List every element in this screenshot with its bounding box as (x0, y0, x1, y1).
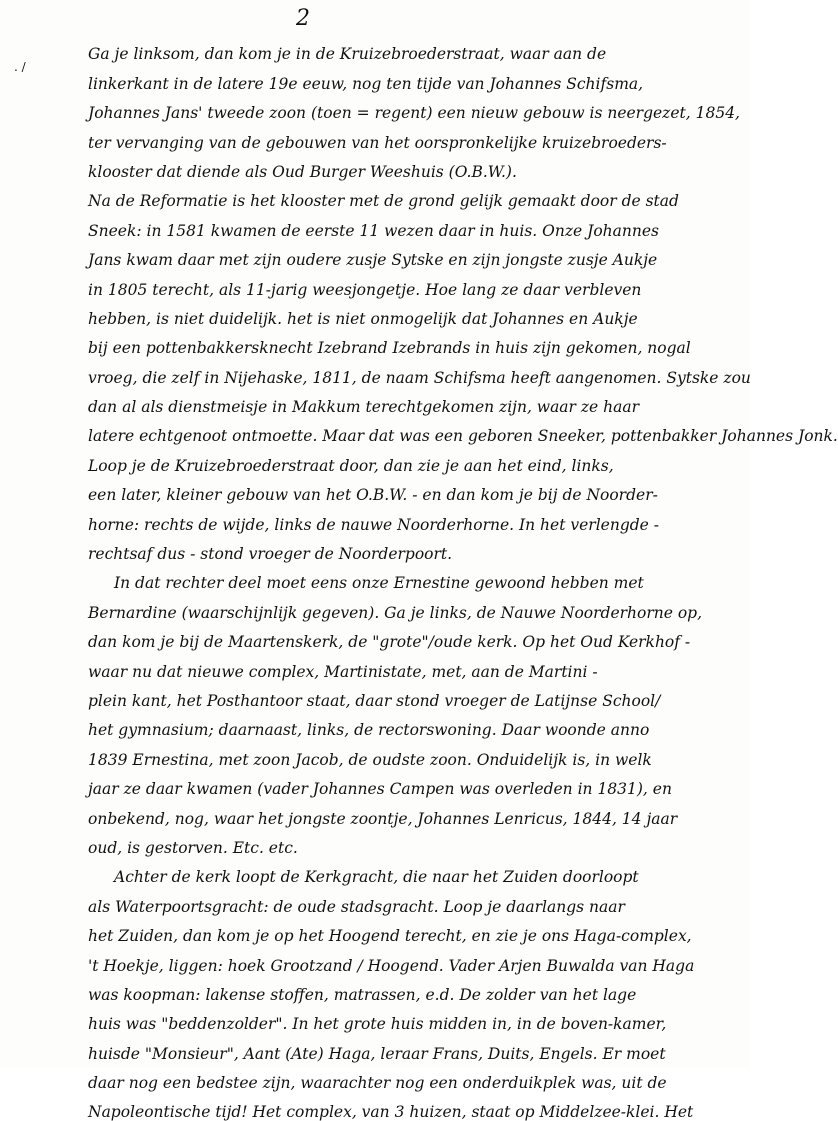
text-line: bij een pottenbakkersknecht Izebrand Izebrands in huis zijn gekomen, nogal (88, 339, 691, 358)
text-line: ter vervanging van de gebouwen van het oorspronkelijke kruizebroeders- (88, 133, 667, 152)
text-line: klooster dat diende als Oud Burger Weeshuis (O.B.W.). (88, 162, 517, 181)
text-line: 't Hoekje, liggen: hoek Grootzand / Hoogend. Vader Arjen Buwalda van Haga (88, 956, 695, 975)
text-line: linkerkant in de latere 19e eeuw, nog ten tijde van Johannes Schifsma, (88, 74, 644, 93)
text-line: het gymnasium; daarnaast, links, de rectorswoning. Daar woonde anno (88, 721, 650, 740)
text-line: In dat rechter deel moet eens onze Ernestine gewoond hebben met (114, 574, 644, 593)
text-line: latere echtgenoot ontmoette. Maar dat was een geboren Sneeker, pottenbakker Johannes Jonk. (88, 427, 838, 446)
text-line: een later, kleiner gebouw van het O.B.W. - en dan kom je bij de Noorder- (88, 486, 658, 505)
text-line: Napoleontische tijd! Het complex, van 3 huizen, staat op Middelzee-klei. Het (88, 1103, 694, 1121)
text-line: Ga je linksom, dan kom je in de Kruizebroederstraat, waar aan de (88, 45, 607, 64)
text-line: Achter de kerk loopt de Kerkgracht, die naar het Zuiden doorloopt (114, 868, 639, 887)
text-line: Na de Reformatie is het klooster met de grond gelijk gemaakt door de stad (88, 192, 679, 211)
text-line: onbekend, nog, waar het jongste zoontje, Johannes Lenricus, 1844, 14 jaar (88, 809, 678, 828)
text-line: huis was "beddenzolder". In het grote huis midden in, in de boven-kamer, (88, 1015, 667, 1034)
text-line: dan kom je bij de Maartenskerk, de "grote"/oude kerk. Op het Oud Kerkhof - (88, 633, 691, 652)
text-line: daar nog een bedstee zijn, waarachter nog een onderduikplek was, uit de (88, 1074, 667, 1093)
text-line: rechtsaf dus - stond vroeger de Noorderpoort. (88, 545, 453, 564)
handwritten-text-body (88, 34, 838, 1121)
text-line: waar nu dat nieuwe complex, Martinistate, met, aan de Martini - (88, 662, 598, 681)
text-line: in 1805 terecht, als 11-jarig weesjongetje. Hoe lang ze daar verbleven (88, 280, 642, 299)
text-line: het Zuiden, dan kom je op het Hoogend terecht, en zie je ons Haga-complex, (88, 927, 692, 946)
text-line: als Waterpoortsgracht: de oude stadsgracht. Loop je daarlangs naar (88, 897, 625, 916)
text-line: Jans kwam daar met zijn oudere zusje Sytske en zijn jongste zusje Aukje (88, 251, 658, 270)
text-line: huisde "Monsieur", Aant (Ate) Haga, leraar Frans, Duits, Engels. Er moet (88, 1044, 666, 1063)
text-line: Sneek: in 1581 kwamen de eerste 11 wezen daar in huis. Onze Johannes (88, 221, 659, 240)
text-line: vroeg, die zelf in Nijehaske, 1811, de naam Schifsma heeft aangenomen. Sytske zou (88, 368, 751, 387)
text-line: oud, is gestorven. Etc. etc. (88, 838, 298, 857)
text-line: Bernardine (waarschijnlijk gegeven). Ga je links, de Nauwe Noorderhorne op, (88, 603, 703, 622)
text-line: Loop je de Kruizebroederstraat door, dan zie je aan het eind, links, (88, 456, 614, 475)
text-line: hebben, is niet duidelijk. het is niet onmogelijk dat Johannes en Aukje (88, 309, 638, 328)
text-line: was koopman: lakense stoffen, matrassen, e.d. De zolder van het lage (88, 985, 637, 1004)
text-line: Johannes Jans' tweede zoon (toen = regent) een nieuw gebouw is neergezet, 1854, (88, 104, 740, 123)
text-line: dan al als dienstmeisje in Makkum terechtgekomen zijn, waar ze haar (88, 398, 640, 417)
margin-marks: . / (14, 60, 26, 74)
page-number: 2 (296, 6, 310, 31)
text-line: plein kant, het Posthantoor staat, daar stond vroeger de Latijnse School/ (88, 691, 661, 710)
text-line: 1839 Ernestina, met zoon Jacob, de oudste zoon. Onduidelijk is, in welk (88, 750, 652, 769)
text-line: jaar ze daar kwamen (vader Johannes Campen was overleden in 1831), en (88, 780, 672, 799)
text-line: horne: rechts de wijde, links de nauwe Noorderhorne. In het verlengde - (88, 515, 660, 534)
